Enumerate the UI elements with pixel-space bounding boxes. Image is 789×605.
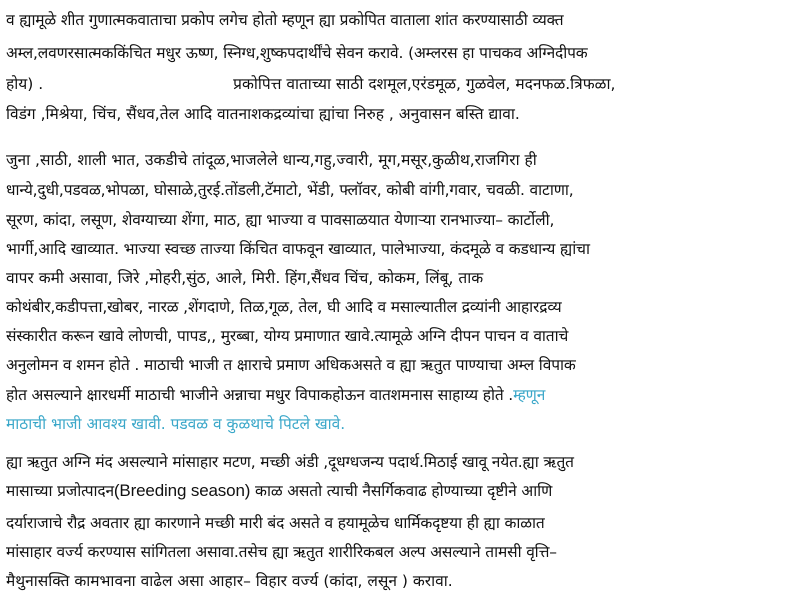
text-fragment: होय) .	[6, 75, 44, 93]
text-line: संस्कारीत करून खावे लोणची, पापड,, मुरब्बा, योग्य प्रमाणात खावे.त्यामूळे अग्नि दीपन पाचन व वाताचे	[6, 327, 569, 345]
text-line: ह्या ऋतुत अग्नि मंद असल्याने मांसाहार मटण, मच्छी अंडी ,दूधग्धजन्य पदार्थ.मिठाई खावू नयेत.ह्या ऋतुत	[6, 453, 574, 471]
text-line	[6, 74, 615, 94]
text-fragment: काळ असतो त्याची नैसर्गिकवाढ होण्याच्या दृष्टीने आणि	[250, 482, 553, 500]
text-line: विडंग ,मिश्रेया, चिंच, सैंधव,तेल आदि वातनाशकद्रव्यांचा ह्यांचा निरुह , अनुवासन बस्ति द्यावा.	[6, 105, 520, 123]
text-line	[6, 385, 545, 405]
text-fragment: होत असल्याने क्षारधर्मी माठाची भाजीने अन्नाचा मधुर विपाकहोऊन वातशमनास साहाय्य होते .	[6, 386, 514, 404]
text-line: मांसाहार वर्ज्य करण्यास सांगितला असावा.तसेच ह्या ऋतुत शारीरिकबल अल्प असल्याने तामसी वृत्ति–	[6, 543, 557, 561]
text-line: जुना ,साठी, शाली भात, उकडीचे तांदूळ,भाजलेले धान्य,गहु,ज्वारी, मूग,मसूर,कुळीथ,राजगिरा ही	[6, 151, 537, 169]
text-fragment: प्रकोपित्त वाताच्या साठी दशमूल,एरंडमूळ, गुळवेल, मदनफळ.त्रिफळा,	[233, 75, 616, 93]
text-line: सूरण, कांदा, लसूण, शेवग्याच्या शेंगा, माठ, ह्या भाज्या व पावसाळयात येणाऱ्या रानभाज्या– कार्टोली,	[6, 211, 555, 229]
text-line	[6, 481, 552, 501]
highlighted-text-line: माठाची भाजी आवश्य खावी. पडवळ व कुळथाचे पिटले खावे.	[6, 415, 346, 433]
text-line: वापर कमी असावा, जिरे ,मोहरी,सुंठ, आले, मिरी. हिंग,सैंधव चिंच, कोकम, लिंबू, ताक	[6, 269, 484, 287]
text-line: भार्गी,आदि खाव्यात. भाज्या स्वच्छ ताज्या किंचित वाफवून खाव्यात, पालेभाज्या, कंदमूळे व कडधान्य ह्यांचा	[6, 240, 590, 258]
english-term: (Breeding season)	[113, 481, 251, 500]
text-line: धान्ये,दुधी,पडवळ,भोपळा, घोसाळे,तुरई.तोंडली,टॅमाटो, भेंडी, फ्लॉवर, कोबी वांगी,गवार, चवळी. वाटाणा,	[6, 181, 574, 199]
text-fragment: मासाच्या प्रजोत्पादन	[6, 482, 114, 500]
text-line: अम्ल,लवणरसात्मककिंचित मधुर ऊष्ण, स्निग्ध,शुष्कपदार्थींचे सेवन करावे. (अम्लरस हा पाचकव अग्निदीपक	[6, 44, 588, 62]
highlighted-text: म्हणून	[513, 386, 546, 404]
text-line: अनुलोमन व शमन होते . माठाची भाजी त क्षाराचे प्रमाण अधिकअसते व ह्या ऋतुत पाण्याचा अम्ल विपाक	[6, 356, 576, 374]
text-line: व ह्यामूळे शीत गुणात्मकवाताचा प्रकोप लगेच होतो म्हणून ह्या प्रकोपित वाताला शांत करण्यासाठी व्यक्त	[6, 11, 564, 29]
text-line: दर्याराजाचे रौद्र अवतार ह्या कारणाने मच्छी मारी बंद असते व हयामूळेच धार्मिकदृष्टया ही ह्या काळात	[6, 514, 545, 532]
text-line: मैथुनासक्ति कामभावना वाढेल असा आहार– विहार वर्ज्य (कांदा, लसून ) करावा.	[6, 572, 453, 590]
text-line: कोथंबीर,कडीपत्ता,खोबर, नारळ ,शेंगदाणे, तिळ,गूळ, तेल, घी आदि व मसाल्यातील द्रव्यांनी आहारद्रव्य	[6, 298, 562, 316]
